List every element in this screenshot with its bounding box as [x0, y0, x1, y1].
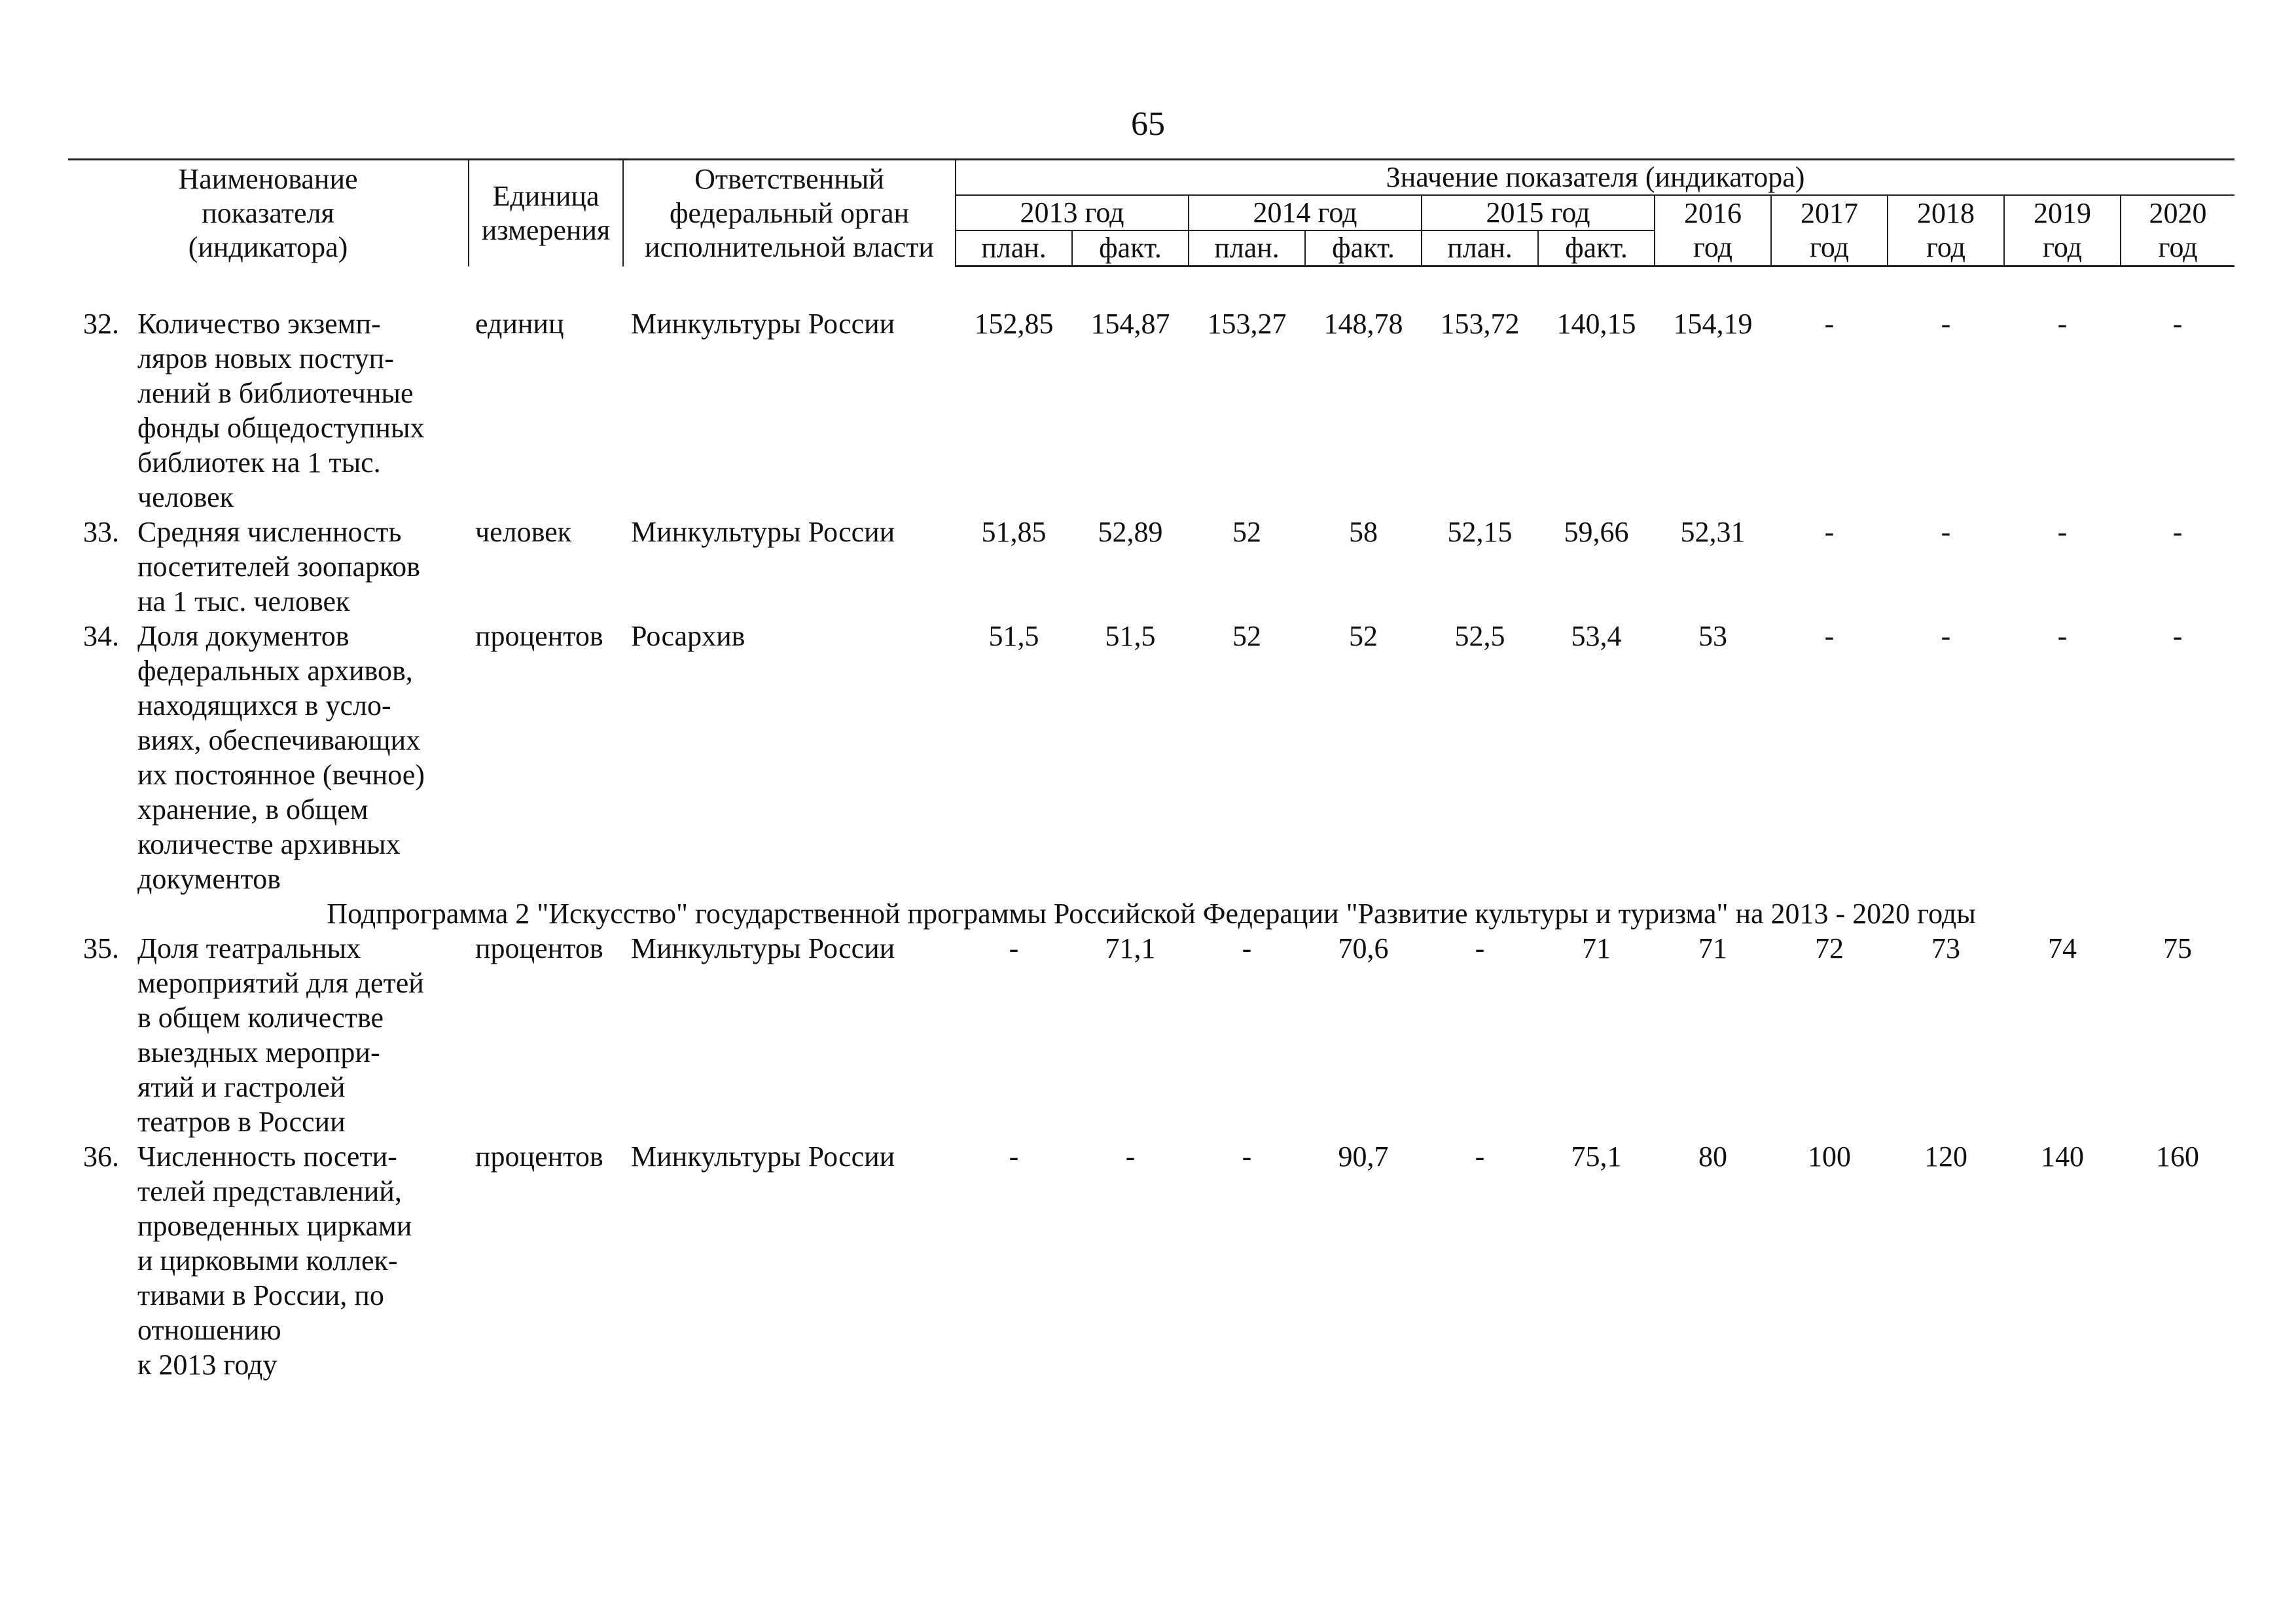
subprogram-title: Подпрограмма 2 "Искусство" государственной программы Российской Федерации "Развитие культуры и туризма" на 2013 - 2020 годы — [327, 898, 1976, 930]
table-row — [68, 515, 2234, 619]
header-year-2016 — [1655, 195, 1771, 266]
value-cell: 160 — [2156, 1140, 2200, 1173]
value-cell: - — [1125, 1140, 1136, 1173]
value-cell: 153,72 — [1440, 308, 1520, 340]
header-line: показателя — [202, 196, 334, 229]
indicator-name — [128, 515, 469, 619]
name-line: хранение, в общем — [137, 793, 368, 826]
value-cell: 73 — [1931, 932, 1960, 964]
value-cell: 120 — [1924, 1140, 1967, 1173]
name-line: ятий и гастролей — [137, 1071, 346, 1103]
header-year-2020 — [2121, 195, 2234, 266]
table-row — [68, 931, 2234, 1139]
name-line: к 2013 году — [137, 1349, 278, 1381]
value-cell: - — [1824, 620, 1835, 652]
name-line: театров в России — [137, 1106, 346, 1138]
value-cell: - — [2172, 308, 2183, 340]
header-plan: план. — [1189, 230, 1305, 266]
header-fact: факт. — [1072, 230, 1189, 266]
unit-cell: процентов — [475, 1140, 603, 1173]
header-organ — [623, 160, 956, 266]
header-year-2014: 2014 год — [1189, 195, 1422, 230]
name-line: телей представлений, — [137, 1175, 402, 1207]
organ-cell: Минкультуры России — [631, 1140, 895, 1173]
header-indicator-name — [68, 160, 469, 266]
value-cell: - — [1009, 1140, 1019, 1173]
value-cell: 72 — [1815, 932, 1844, 964]
table-row — [68, 1139, 2234, 1382]
value-cell: - — [1475, 1140, 1485, 1173]
value-cell: 51,5 — [988, 620, 1039, 652]
value-cell: 52,15 — [1447, 516, 1513, 548]
value-cell: 100 — [1808, 1140, 1851, 1173]
value-cell: 52 — [1349, 620, 1378, 652]
header-line: исполнительной власти — [645, 230, 934, 263]
name-line: виях, обеспечивающих — [137, 724, 421, 756]
value-cell: - — [1824, 516, 1835, 548]
name-line: федеральных архивов, — [137, 655, 413, 687]
row-number: 32. — [83, 308, 119, 340]
header-values-title: Значение показателя (индикатора) — [956, 160, 2234, 196]
header-line: 2017 — [1801, 197, 1858, 229]
organ-cell: Росархив — [631, 620, 745, 652]
value-cell: 52,5 — [1454, 620, 1505, 652]
name-line: мероприятий для детей — [137, 967, 424, 999]
value-cell: 140,15 — [1556, 308, 1636, 340]
header-line: год — [1926, 231, 1966, 263]
row-number: 34. — [83, 620, 119, 652]
value-cell: 152,85 — [974, 308, 1054, 340]
name-line: тивами в России, по — [137, 1279, 384, 1311]
name-line: их постоянное (вечное) — [137, 759, 425, 791]
value-cell: 52 — [1232, 516, 1261, 548]
row-number: 35. — [83, 932, 119, 964]
header-line: 2016 — [1684, 197, 1742, 229]
header-line: 2018 — [1917, 197, 1975, 229]
value-cell: 70,6 — [1338, 932, 1389, 964]
value-cell: 74 — [2048, 932, 2077, 964]
name-line: посетителей зоопарков — [137, 551, 420, 583]
header-line: год — [2042, 231, 2083, 263]
unit-cell: процентов — [475, 932, 603, 964]
table-row — [68, 306, 2234, 515]
value-cell: 148,78 — [1323, 308, 1403, 340]
name-line: Количество экземп- — [137, 308, 381, 340]
header-year-2013: 2013 год — [956, 195, 1189, 230]
unit-cell: процентов — [475, 620, 603, 652]
indicator-name — [128, 931, 469, 1139]
name-line: в общем количестве — [137, 1002, 384, 1034]
header-unit — [469, 160, 623, 266]
table-header — [68, 160, 2234, 266]
name-line: человек — [137, 481, 234, 513]
name-line: находящихся в усло- — [137, 689, 391, 721]
value-cell: - — [1824, 308, 1835, 340]
value-cell: - — [1941, 308, 1951, 340]
header-line: Ответственный — [694, 162, 884, 195]
value-cell: 53,4 — [1571, 620, 1622, 652]
value-cell: - — [1242, 932, 1252, 964]
value-cell: 59,66 — [1564, 516, 1629, 548]
header-line: 2020 — [2149, 197, 2207, 229]
organ-cell: Минкультуры России — [631, 932, 895, 964]
page-number: 65 — [1131, 105, 1165, 143]
value-cell: 51,85 — [981, 516, 1047, 548]
value-cell: 154,87 — [1090, 308, 1170, 340]
name-line: и цирковыми коллек- — [137, 1245, 398, 1277]
name-line: отношению — [137, 1314, 281, 1346]
header-line: измерения — [481, 213, 611, 246]
subprogram-row — [68, 896, 2234, 931]
unit-cell: единиц — [475, 308, 564, 340]
indicator-name — [128, 619, 469, 896]
name-line: выездных меропри- — [137, 1036, 380, 1068]
header-line: (индикатора) — [188, 230, 348, 263]
name-line: Доля документов — [137, 620, 350, 652]
header-line: 2019 — [2034, 197, 2091, 229]
value-cell: - — [2057, 516, 2068, 548]
value-cell: - — [2057, 308, 2068, 340]
value-cell: 71 — [1698, 932, 1727, 964]
value-cell: 80 — [1698, 1140, 1727, 1173]
value-cell: 90,7 — [1338, 1140, 1389, 1173]
header-year-2018 — [1888, 195, 2004, 266]
header-year-2019 — [2004, 195, 2121, 266]
header-fact: факт. — [1305, 230, 1422, 266]
value-cell: 58 — [1349, 516, 1378, 548]
value-cell: 52 — [1232, 620, 1261, 652]
indicator-name — [128, 1139, 469, 1382]
name-line: документов — [137, 863, 281, 895]
name-line: проведенных цирками — [137, 1210, 412, 1242]
value-cell: 71 — [1582, 932, 1611, 964]
name-line: лений в библиотечные — [137, 377, 414, 409]
value-cell: 140 — [2041, 1140, 2084, 1173]
value-cell: 53 — [1698, 620, 1727, 652]
value-cell: 75 — [2163, 932, 2193, 964]
name-line: Численность посети- — [137, 1140, 397, 1173]
value-cell: 52,89 — [1098, 516, 1163, 548]
name-line: Доля театральных — [137, 932, 361, 964]
indicator-table — [68, 158, 2234, 1382]
header-line: год — [1809, 231, 1850, 263]
value-cell: 52,31 — [1680, 516, 1746, 548]
header-plan: план. — [1422, 230, 1538, 266]
organ-cell: Минкультуры России — [631, 516, 895, 548]
value-cell: - — [1242, 1140, 1252, 1173]
value-cell: 51,5 — [1105, 620, 1156, 652]
value-cell: 75,1 — [1571, 1140, 1622, 1173]
header-year-2015: 2015 год — [1422, 195, 1655, 230]
value-cell: - — [1941, 620, 1951, 652]
header-line: Единица — [492, 179, 600, 212]
row-number: 36. — [83, 1140, 119, 1173]
name-line: количестве архивных — [137, 828, 401, 860]
value-cell: - — [2057, 620, 2068, 652]
header-fact: факт. — [1538, 230, 1655, 266]
value-cell: - — [2172, 516, 2183, 548]
unit-cell: человек — [475, 516, 572, 548]
header-line: год — [1693, 231, 1733, 263]
name-line: библиотек на 1 тыс. — [137, 447, 381, 479]
value-cell: - — [1009, 932, 1019, 964]
header-plan: план. — [956, 230, 1072, 266]
name-line: на 1 тыс. человек — [137, 585, 350, 617]
value-cell: - — [2172, 620, 2183, 652]
header-year-2017 — [1771, 195, 1888, 266]
table-row — [68, 619, 2234, 896]
table-body — [68, 266, 2234, 1383]
value-cell: - — [1475, 932, 1485, 964]
value-cell: - — [1941, 516, 1951, 548]
indicator-name — [128, 306, 469, 515]
organ-cell: Минкультуры России — [631, 308, 895, 340]
header-line: Наименование — [178, 162, 358, 195]
header-line: год — [2158, 231, 2198, 263]
value-cell: 71,1 — [1105, 932, 1156, 964]
value-cell: 153,27 — [1207, 308, 1287, 340]
row-number: 33. — [83, 516, 119, 548]
name-line: ляров новых поступ- — [137, 342, 394, 374]
name-line: Средняя численность — [137, 516, 402, 548]
name-line: фонды общедоступных — [137, 412, 425, 444]
value-cell: 154,19 — [1673, 308, 1753, 340]
header-line: федеральный орган — [669, 196, 910, 229]
